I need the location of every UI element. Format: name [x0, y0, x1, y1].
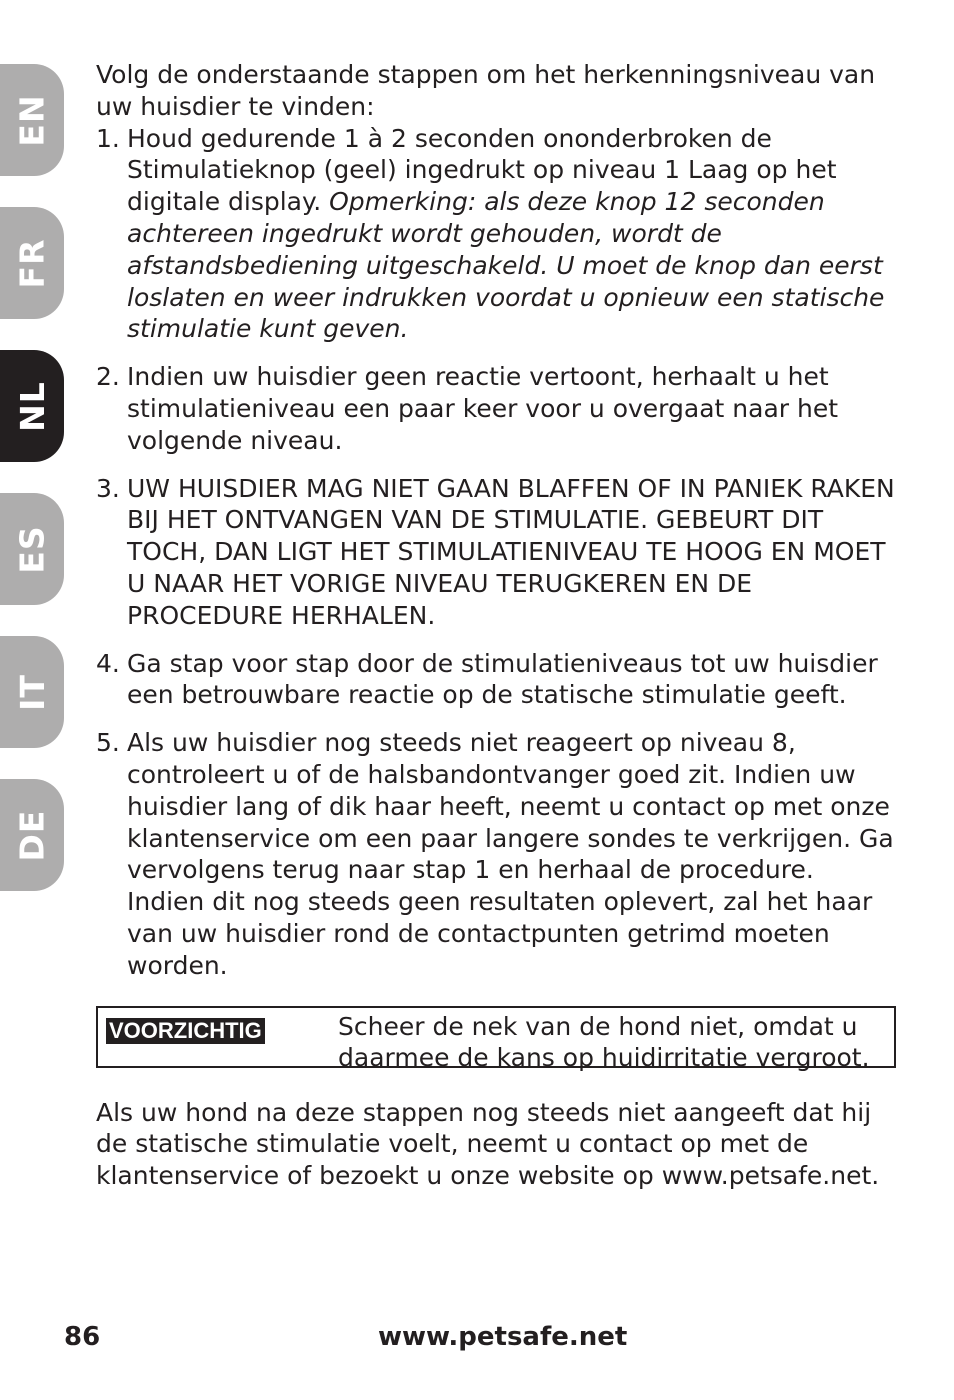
tab-nl[interactable]: [0, 350, 64, 462]
tab-en[interactable]: [0, 64, 64, 176]
tab-label: FR: [12, 238, 52, 288]
step-number: 4.: [96, 648, 120, 678]
step-number: 1.: [96, 123, 120, 153]
caution-text: Scheer de nek van de hond niet, omdat u daarmee de kans op huidirritatie vergroot.: [338, 1011, 870, 1072]
step-body: Houd gedurende 1 à 2 seconden ononderbroken de Stimulatieknop (geel) ingedrukt op niveau 1 Laag op het digitale display.: [127, 123, 837, 217]
list-item: [96, 123, 896, 346]
step-text: [127, 123, 896, 346]
tab-de[interactable]: [0, 779, 64, 891]
tab-label: ES: [12, 524, 52, 574]
list-item: [96, 727, 896, 981]
step-number: 5.: [96, 728, 120, 758]
step-text: UW HUISDIER MAG NIET GAAN BLAFFEN OF IN PANIEK RAKEN BIJ HET ONTVANGEN VAN DE STIMULATIE. GEBEURT DIT TOCH, DAN LIGT HET STIMULATIENIVEAU TE HOOG EN MOET U NAAR HET VORIGE NIVEAU TERUGKEREN EN DE PROCEDURE HERHALEN.: [127, 473, 895, 630]
tab-it[interactable]: [0, 636, 64, 748]
footer-url-link[interactable]: www.petsafe.net: [378, 1322, 628, 1352]
page-number: 86: [64, 1322, 101, 1352]
list-item: [96, 361, 896, 456]
tab-fr[interactable]: [0, 207, 64, 319]
tab-label: EN: [12, 93, 52, 147]
caution-box: [96, 1006, 896, 1072]
tab-label: DE: [12, 809, 52, 861]
step-text: Indien uw huisdier geen reactie vertoont, herhaalt u het stimulatieniveau een paar keer voor u overgaat naar het volgende niveau.: [127, 362, 839, 455]
caution-badge: VOORZICHTIG: [106, 1018, 265, 1044]
step-number: 2.: [96, 362, 120, 392]
list-item: [96, 473, 896, 632]
page-footer: [0, 1322, 954, 1354]
steps-list: [96, 123, 896, 982]
step-text: Als uw huisdier nog steeds niet reageert op niveau 8, controleert u of de halsbandontvanger goed zit. Indien uw huisdier lang of dik haar heeft, neemt u contact op met onze klantenservice om een paar langere sondes te verkrijgen. Ga vervolgens terug naar stap 1 en herhaal de procedure. Indien dit nog steeds geen resultaten oplevert, zal het haar van uw huisdier rond de contactpunten getrimd moeten worden.: [127, 728, 894, 980]
outro-text: Als uw hond na deze stappen nog steeds niet aangeeft dat hij de statische stimulatie voelt, neemt u contact op met de klantenservice of bezoekt u onze website op www.petsafe.net.: [96, 1097, 880, 1191]
main-content: [96, 59, 896, 1192]
tab-label: IT: [12, 673, 52, 711]
tab-es[interactable]: [0, 493, 64, 605]
intro-text: Volg de onderstaande stappen om het herkenningsniveau van uw huisdier te vinden:: [96, 60, 876, 121]
step-text: Ga stap voor stap door de stimulatieniveaus tot uw huisdier een betrouwbare reactie op de statische stimulatie geeft.: [127, 648, 878, 710]
caution-label-cell: [106, 1014, 338, 1064]
list-item: [96, 648, 896, 712]
step-note: Opmerking: als deze knop 12 seconden achtereen ingedrukt wordt gehouden, wordt de afstandsbediening uitgeschakeld. U moet de knop dan eerst loslaten en weer indrukken voordat u opnieuw een statische stimulatie kunt geven.: [127, 187, 885, 344]
tab-label: NL: [12, 380, 52, 432]
step-number: 3.: [96, 473, 120, 503]
